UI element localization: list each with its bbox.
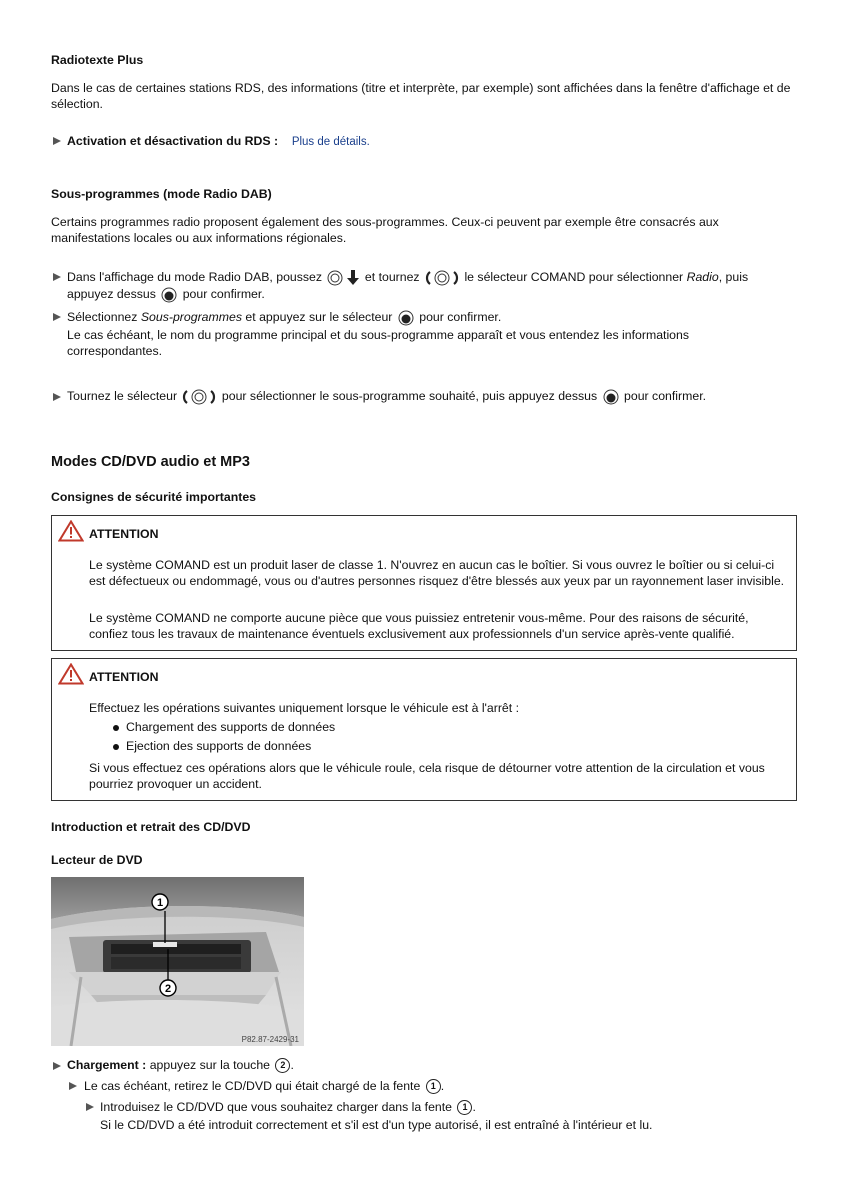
sub-step-2-note: Si le CD/DVD a été introduit correctement et s'il est d'un type autorisé, il est entraîné à l'intérieur et lu. — [100, 1118, 653, 1132]
number-2-badge: 2 — [275, 1058, 290, 1073]
list-item: Chargement des supports de données — [113, 719, 335, 735]
press-selector-icon — [603, 389, 619, 405]
step-arrow-icon — [53, 1062, 61, 1070]
section-heading-sousprog: Sous-programmes (mode Radio DAB) — [51, 187, 272, 201]
lecteur-heading: Lecteur de DVD — [51, 853, 143, 867]
sub-step-1: Le cas échéant, retirez le CD/DVD qui était chargé de la fente 1 . — [84, 1079, 445, 1093]
warning-box-laser — [51, 515, 797, 651]
rotate-selector-icon — [182, 389, 216, 405]
warning-triangle-icon — [58, 520, 84, 542]
rds-step-label: Activation et désactivation du RDS : — [67, 134, 279, 148]
dvd-slot-figure — [51, 877, 304, 1046]
warning-intro: Effectuez les opérations suivantes uniquement lorsque le véhicule est à l'arrêt : — [89, 701, 520, 715]
sousprog-step-2-note: Le cas échéant, le nom du programme principal et du sous-programme apparaît et vous entendez les informations correspondantes. — [67, 328, 690, 358]
number-1-badge: 1 — [426, 1079, 441, 1094]
warning-outro: Si vous effectuez ces opérations alors que le véhicule roule, cela risque de détourner votre attention de la circulation et vous pourriez provoquer un accident. — [89, 761, 765, 791]
list-item: Ejection des supports de données — [113, 738, 311, 754]
selector-knob-icon — [327, 270, 343, 286]
warning-box-stationary — [51, 658, 797, 801]
step-arrow-icon — [53, 393, 61, 401]
sousprog-step-1: Dans l'affichage du mode Radio DAB, poussez et tournez le sélecteur COMAND pour sélectionner Radio, puis appuyez dessus pour confirmer. — [67, 270, 749, 301]
radiotexte-paragraph: Dans le cas de certaines stations RDS, des informations (titre et interprète, par exemple) sont affichées dans la fenêtre d'affichage et de sélection. — [51, 81, 791, 111]
warning-triangle-icon — [58, 663, 84, 685]
sousprog-paragraph: Certains programmes radio proposent également des sous-programmes. Ceux-ci peuvent par exemple être consacrés aux manifestations locales ou aux informations régionales. — [51, 215, 719, 245]
figure-code: P82.87-2429-31 — [241, 1035, 299, 1044]
sub-sub-step-arrow-icon — [86, 1103, 94, 1111]
warning-paragraph-1: Le système COMAND est un produit laser de classe 1. N'ouvrez en aucun cas le boîtier. Si vous ouvrez le boîtier ou si celui-ci est défectueux ou endommagé, vous ou d'autres personnes risquez d'être blessés aux yeux par un rayonnement laser invisible. — [89, 558, 785, 588]
intro-heading: Introduction et retrait des CD/DVD — [51, 820, 251, 834]
bullet-icon — [113, 725, 119, 731]
safety-heading: Consignes de sécurité importantes — [51, 490, 257, 504]
callout-1-label: 1 — [156, 897, 164, 909]
sub-step-arrow-icon — [69, 1082, 77, 1090]
sub-step-2: Introduisez le CD/DVD que vous souhaitez charger dans la fente 1 . — [100, 1100, 476, 1114]
step-arrow-icon — [53, 137, 61, 145]
push-down-arrow-icon — [347, 270, 359, 285]
warning-title: ATTENTION — [89, 670, 159, 684]
press-selector-icon — [398, 310, 414, 326]
section-heading-radiotexte: Radiotexte Plus — [51, 53, 144, 67]
section-heading-cd: Modes CD/DVD audio et MP3 — [51, 454, 250, 470]
sousprog-step-3: Tournez le sélecteur pour sélectionner le sous-programme souhaité, puis appuyez dessus pour confirmer. — [67, 389, 707, 403]
sousprog-step-2: Sélectionnez Sous-programmes et appuyez sur le sélecteur pour confirmer. — [67, 310, 502, 324]
callout-2-label: 2 — [164, 983, 172, 995]
warning-paragraph-2: Le système COMAND ne comporte aucune pièce que vous puissiez entretenir vous-même. Pour des raisons de sécurité, confiez tous les travaux de maintenance éventuels exclusivement aux professionnels d'un service après-vente qualifié. — [89, 611, 749, 641]
step-arrow-icon — [53, 273, 61, 281]
load-step: Chargement : appuyez sur la touche 2 . — [67, 1058, 294, 1072]
warning-title: ATTENTION — [89, 527, 159, 541]
rotate-selector-icon — [425, 270, 459, 286]
details-link[interactable]: Plus de détails — [291, 136, 367, 148]
press-selector-icon — [161, 287, 177, 303]
step-arrow-icon — [53, 313, 61, 321]
bullet-icon — [113, 744, 119, 750]
rds-step: Activation et désactivation du RDS : Plus de détails. — [67, 134, 370, 148]
number-1-badge: 1 — [457, 1100, 472, 1115]
